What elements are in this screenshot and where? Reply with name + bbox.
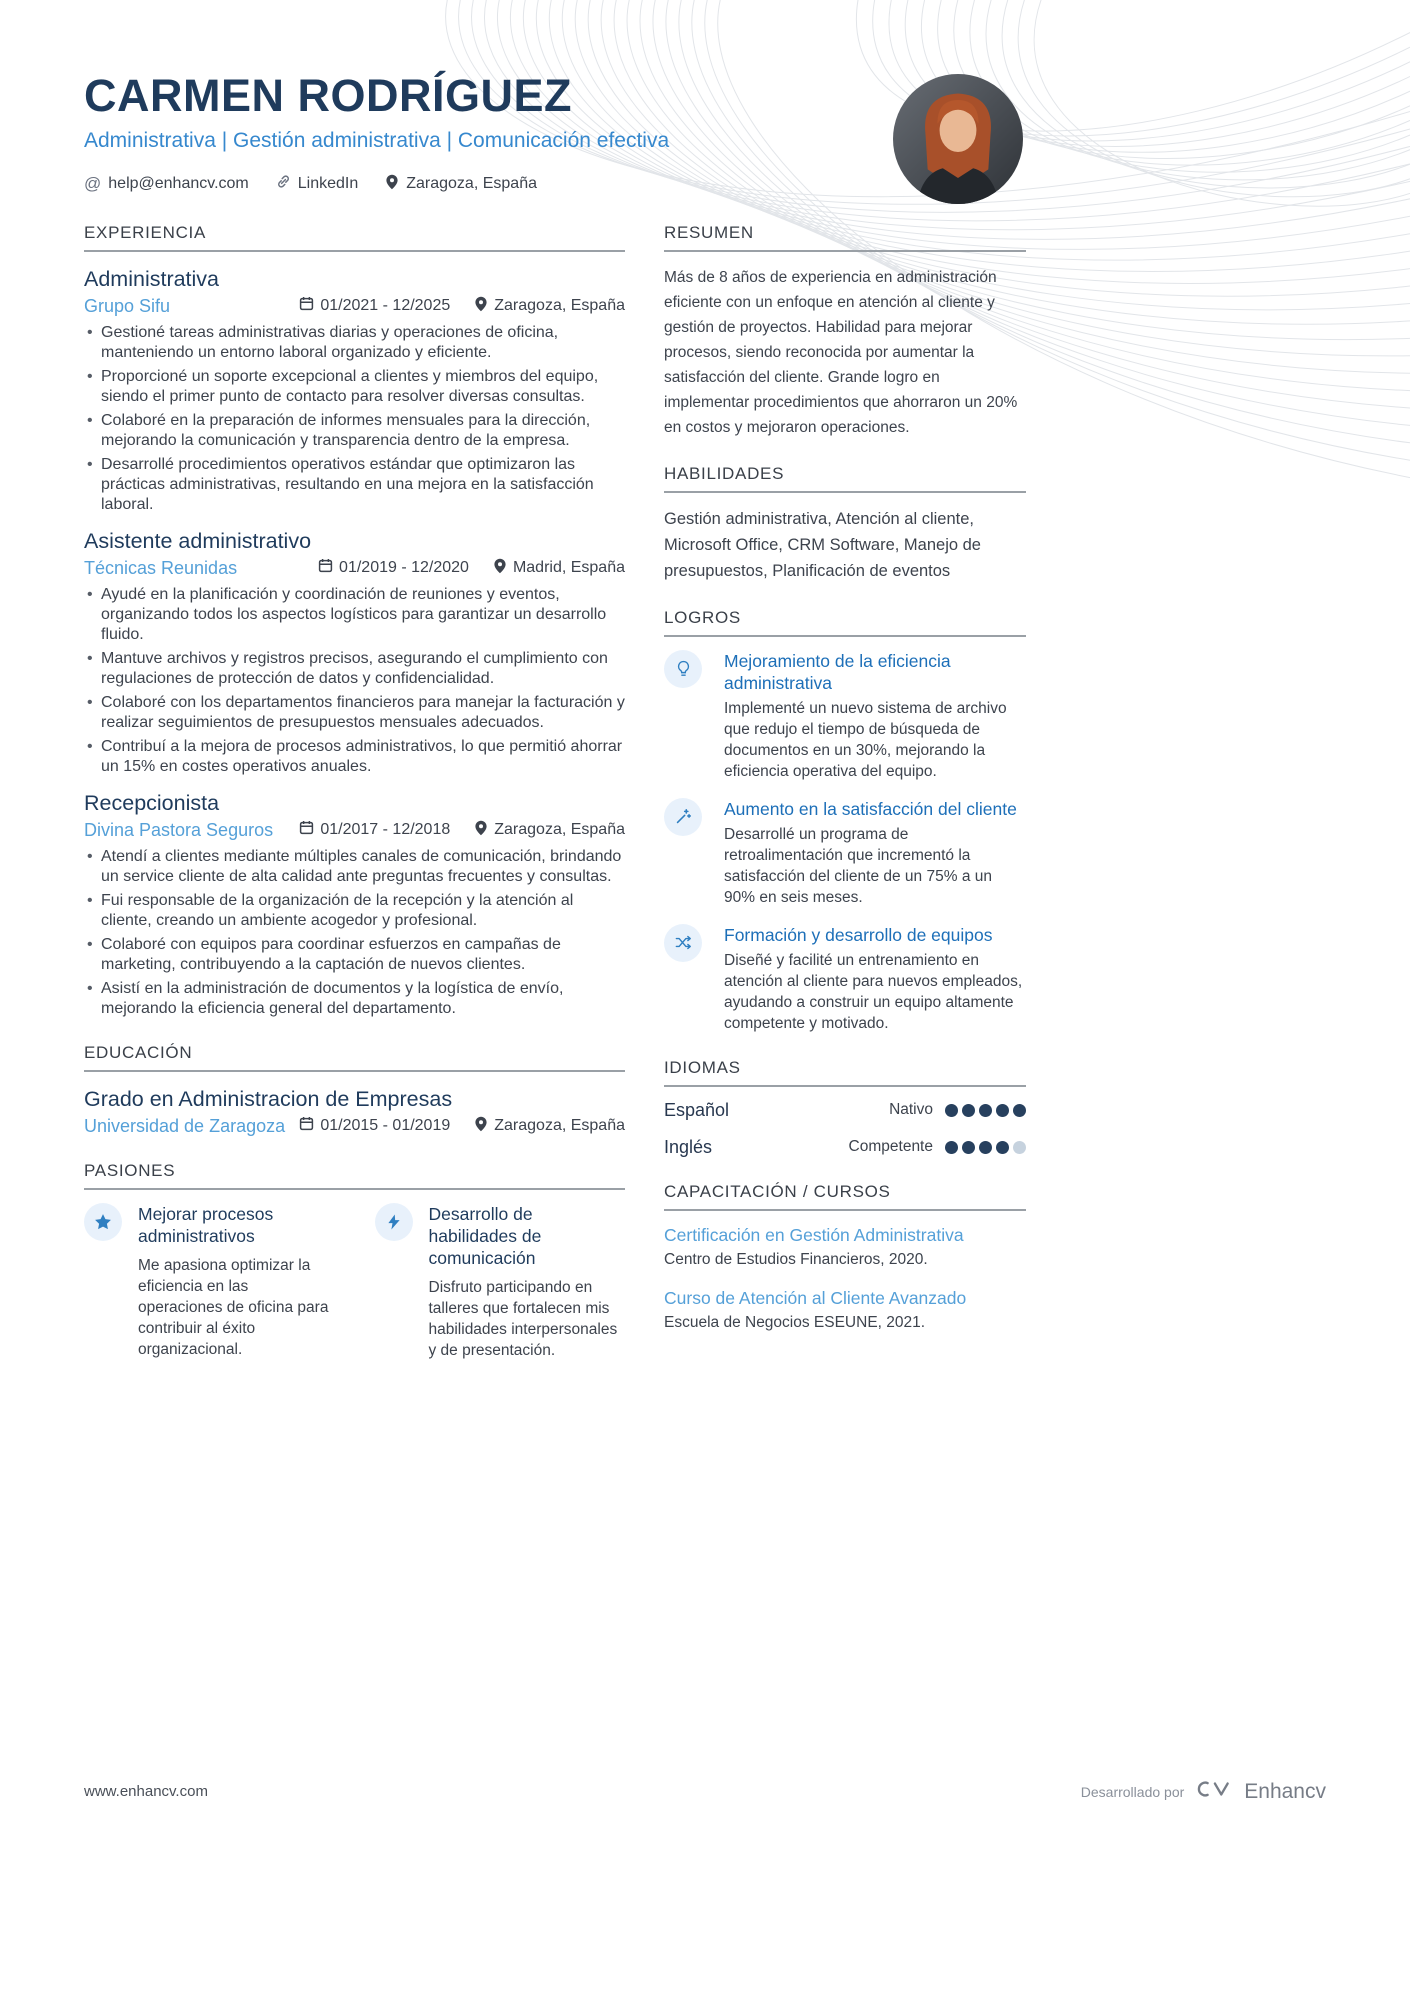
language-name: Español: [664, 1099, 730, 1120]
achievement-item: [664, 924, 1026, 1034]
job-role: Recepcionista: [84, 790, 220, 815]
passions-section: [84, 1161, 625, 1361]
achievement-title: Mejoramiento de la eficiencia administrativa: [724, 650, 951, 693]
school-link[interactable]: Universidad de Zaragoza: [84, 1115, 286, 1136]
enhancv-logo-icon: [1194, 1776, 1234, 1807]
pin-icon: [474, 820, 488, 841]
email-link[interactable]: [84, 174, 249, 194]
calendar-icon: [299, 296, 314, 316]
bullet-item: • Contribuí a la mejora de procesos administrativos, lo que permitió ahorrar un 15% en costes operativos anuales.: [84, 737, 625, 777]
achievement-description: Desarrollé un programa de retroalimentación que incrementó la satisfacción del cliente de un 75% a un 90% en seis meses.: [724, 825, 992, 906]
language-dots: [945, 1141, 1026, 1154]
linkedin-link[interactable]: [276, 174, 359, 194]
level-dot: [1013, 1141, 1026, 1154]
email-text: help@enhancv.com: [108, 175, 249, 193]
achievement-title: Aumento en la satisfacción del cliente: [724, 798, 1017, 819]
wand-icon: [664, 798, 702, 836]
language-row: [664, 1137, 1026, 1158]
calendar-icon: [318, 558, 333, 578]
dates-text: 01/2019 - 12/2020: [339, 559, 469, 577]
bullet-item: • Asistí en la administración de documentos y la logística de envío, mejorando la eficiencia general del departamento.: [84, 979, 625, 1019]
job-entry: [84, 527, 625, 777]
dates-text: 01/2017 - 12/2018: [320, 821, 451, 839]
job-bullets: [84, 847, 625, 1019]
bullet-item: • Gestioné tareas administrativas diarias y operaciones de oficina, manteniendo un entorno laboral organizado y eficiente.: [84, 323, 625, 363]
bullet-item: • Colaboré con equipos para coordinar esfuerzos en campañas de marketing, contribuyendo a la captación de nuevos clientes.: [84, 935, 625, 975]
job-dates: [299, 820, 450, 840]
passions-grid: [84, 1203, 625, 1361]
pin-icon: [474, 296, 488, 317]
credit-label: Desarrollado por: [1080, 1783, 1185, 1800]
language-dots: [945, 1104, 1026, 1117]
linkedin-text: LinkedIn: [297, 175, 359, 193]
dates-text: 01/2021 - 12/2025: [320, 297, 451, 315]
bullet-item: • Desarrollé procedimientos operativos estándar que optimizaron las prácticas administrativas, resultando en una mejora en la satisfacción laboral.: [84, 455, 625, 515]
calendar-icon: [299, 1116, 314, 1136]
job-meta: [84, 296, 625, 317]
star-icon: [84, 1203, 122, 1241]
section-title-experiencia: EXPERIENCIA: [84, 223, 625, 252]
link-icon: [276, 174, 291, 194]
achievement-description: Implementé un nuevo sistema de archivo que redujo el tiempo de búsqueda de documentos en un 30%, mejorando la eficiencia operativa del equipo.: [724, 699, 1007, 780]
passion-title: Mejorar procesos administrativos: [138, 1203, 274, 1246]
level-dot: [945, 1141, 958, 1154]
skills-text: Gestión administrativa, Atención al cliente, Microsoft Office, CRM Software, Manejo de presupuestos, Planificación de eventos: [664, 509, 981, 580]
courses-section: [664, 1182, 1026, 1332]
passion-item: [84, 1203, 335, 1361]
company-link[interactable]: Divina Pastora Seguros: [84, 819, 274, 840]
language-level: Nativo: [889, 1101, 933, 1119]
location-text: Zaragoza, España: [494, 297, 625, 315]
at-icon: @: [84, 174, 102, 194]
job-entry: [84, 789, 625, 1019]
achievements-section: [664, 608, 1026, 1034]
footer-site-link[interactable]: www.enhancv.com: [84, 1783, 208, 1800]
job-dates: [299, 296, 450, 316]
job-role: Asistente administrativo: [84, 528, 312, 553]
passion-description: Disfruto participando en talleres que fortalecen mis habilidades interpersonales y de presentación.: [428, 1278, 618, 1359]
education-location: [474, 1116, 625, 1137]
page-title: CARMEN RODRÍGUEZ: [84, 70, 572, 121]
pin-icon: [385, 174, 399, 195]
experience-section: [84, 223, 625, 1019]
summary-text: Más de 8 años de experiencia en administración eficiente con un enfoque en atención al cliente y gestión de proyectos. Habilidad para mejorar procesos, siendo reconocida por aumentar la satisfacción del cliente. Grande logro en implementar procedimientos que ahorraron un 20% en costos y mejoraron operaciones.: [664, 268, 1018, 436]
bullet-item: • Fui responsable de la organización de la recepción y la atención al cliente, creando un ambiente acogedor y profesional.: [84, 891, 625, 931]
job-entry: [84, 265, 625, 515]
passion-item: [375, 1203, 626, 1361]
job-location: [474, 296, 625, 317]
location-text: Zaragoza, España: [494, 821, 625, 839]
section-title-cursos: CAPACITACIÓN / CURSOS: [664, 1182, 1026, 1211]
job-location: [493, 558, 625, 579]
level-dot: [996, 1104, 1009, 1117]
bolt-icon: [375, 1203, 413, 1241]
level-dot: [979, 1104, 992, 1117]
level-dot: [962, 1104, 975, 1117]
bullet-item: • Atendí a clientes mediante múltiples canales de comunicación, brindando un service cliente de alta calidad ante preguntas frecuentes y consultas.: [84, 847, 625, 887]
language-row: [664, 1100, 1026, 1121]
section-title-resumen: RESUMEN: [664, 223, 1026, 252]
language-name: Inglés: [664, 1136, 713, 1157]
passion-description: Me apasiona optimizar la eficiencia en las operaciones de oficina para contribuir al éxito organizacional.: [138, 1256, 329, 1358]
content-columns: [0, 223, 1410, 1361]
job-bullets: [84, 585, 625, 777]
level-dot: [962, 1141, 975, 1154]
job-bullets: [84, 323, 625, 515]
bullet-item: • Ayudé en la planificación y coordinación de reuniones y eventos, organizando todos los aspectos logísticos para garantizar un desarrollo fluido.: [84, 585, 625, 645]
course-title: Curso de Atención al Cliente Avanzado: [664, 1287, 967, 1308]
location-text: Madrid, España: [512, 559, 625, 577]
bullet-item: • Proporcioné un soporte excepcional a clientes y miembros del equipo, siendo el primer punto de contacto para resolver diversas consultas.: [84, 367, 625, 407]
passion-title: Desarrollo de habilidades de comunicación: [428, 1203, 542, 1268]
location-item: [385, 174, 537, 195]
company-link[interactable]: Técnicas Reunidas: [84, 557, 238, 578]
job-meta: [84, 558, 625, 579]
company-link[interactable]: Grupo Sifu: [84, 295, 171, 316]
course-title: Certificación en Gestión Administrativa: [664, 1224, 964, 1245]
level-dot: [1013, 1104, 1026, 1117]
summary-section: [664, 223, 1026, 440]
left-column: [84, 223, 625, 1361]
location-text: Zaragoza, España: [406, 175, 537, 193]
education-section: [84, 1043, 625, 1137]
course-org: Centro de Estudios Financieros, 2020.: [664, 1250, 928, 1268]
right-column: [664, 223, 1026, 1361]
education-dates: [299, 1116, 450, 1136]
dates-text: 01/2015 - 01/2019: [320, 1117, 451, 1135]
tagline: Administrativa | Gestión administrativa | Comunicación efectiva: [84, 128, 670, 152]
section-title-pasiones: PASIONES: [84, 1161, 625, 1190]
brand-name: Enhancv: [1244, 1779, 1326, 1803]
job-dates: [318, 558, 469, 578]
bullet-item: • Colaboré en la preparación de informes mensuales para la dirección, mejorando la comunicación y transparencia dentro de la empresa.: [84, 411, 625, 451]
level-dot: [945, 1104, 958, 1117]
course-item: [664, 1287, 1026, 1332]
section-title-habilidades: HABILIDADES: [664, 464, 1026, 493]
skills-section: [664, 464, 1026, 584]
job-location: [474, 820, 625, 841]
footer: [84, 1776, 1326, 1807]
section-title-logros: LOGROS: [664, 608, 1026, 637]
achievement-description: Diseñé y facilité un entrenamiento en atención al cliente para nuevos empleados, ayudando a construir un equipo altamente competente y motivado.: [724, 951, 1023, 1032]
achievement-title: Formación y desarrollo de equipos: [724, 924, 993, 945]
degree-title: Grado en Administracion de Empresas: [84, 1086, 453, 1111]
bullet-item: • Colaboré con los departamentos financieros para manejar la facturación y realizar seguimientos de presupuestos mensuales adecuados.: [84, 693, 625, 733]
pin-icon: [493, 558, 507, 579]
languages-section: [664, 1058, 1026, 1158]
shuffle-icon: [664, 924, 702, 962]
course-org: Escuela de Negocios ESEUNE, 2021.: [664, 1313, 926, 1331]
achievement-item: [664, 650, 1026, 782]
contact-row: [84, 174, 1326, 195]
level-dot: [996, 1141, 1009, 1154]
achievement-item: [664, 798, 1026, 908]
pin-icon: [474, 1116, 488, 1137]
language-level: Competente: [848, 1138, 933, 1156]
avatar: [893, 74, 1023, 204]
calendar-icon: [299, 820, 314, 840]
bullet-item: • Mantuve archivos y registros precisos, asegurando el cumplimiento con regulaciones de protección de datos y confidencialidad.: [84, 649, 625, 689]
course-item: [664, 1224, 1026, 1269]
section-title-idiomas: IDIOMAS: [664, 1058, 1026, 1087]
bulb-icon: [664, 650, 702, 688]
level-dot: [979, 1141, 992, 1154]
education-meta: [84, 1116, 625, 1137]
location-text: Zaragoza, España: [494, 1117, 625, 1135]
section-title-educacion: EDUCACIÓN: [84, 1043, 625, 1072]
job-meta: [84, 820, 625, 841]
footer-credit: [1081, 1776, 1326, 1807]
header: [0, 0, 1410, 195]
job-role: Administrativa: [84, 266, 220, 291]
